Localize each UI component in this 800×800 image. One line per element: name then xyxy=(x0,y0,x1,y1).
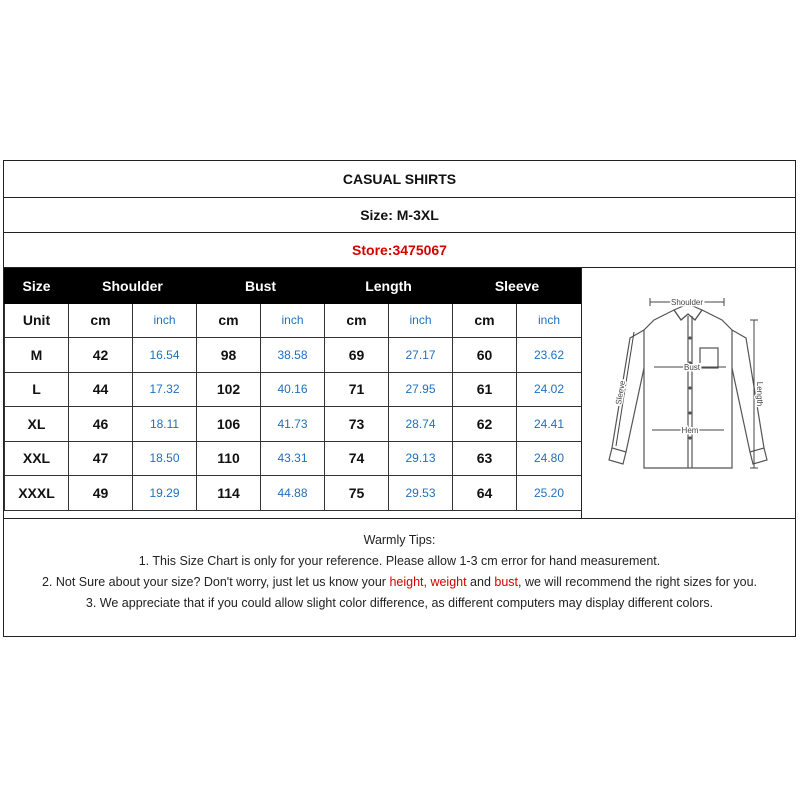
inch-value-cell: 40.16 xyxy=(261,372,325,407)
table-row xyxy=(5,476,582,511)
diagram-shoulder-label: Shoulder xyxy=(670,298,704,307)
shirt-diagram xyxy=(581,268,794,518)
inch-value-cell: 24.41 xyxy=(517,407,582,442)
tip-2-part-b: and xyxy=(466,575,495,589)
unit-row xyxy=(5,303,582,338)
unit-cm: cm xyxy=(325,303,389,338)
table-row xyxy=(5,441,582,476)
inch-value-cell: 19.29 xyxy=(133,476,197,511)
unit-cm: cm xyxy=(69,303,133,338)
inch-value-cell: 38.58 xyxy=(261,338,325,373)
header-bust: Bust xyxy=(197,269,325,304)
cm-value-cell: 74 xyxy=(325,441,389,476)
cm-value-cell: 114 xyxy=(197,476,261,511)
unit-inch: inch xyxy=(389,303,453,338)
tip-2-part-a: 2. Not Sure about your size? Don't worry, just let us know your xyxy=(41,575,390,589)
table-row xyxy=(5,372,582,407)
cm-value-cell: 75 xyxy=(325,476,389,511)
inch-value-cell: 18.11 xyxy=(133,407,197,442)
size-cell: XL xyxy=(5,407,69,442)
unit-inch: inch xyxy=(261,303,325,338)
cm-value-cell: 106 xyxy=(197,407,261,442)
inch-value-cell: 16.54 xyxy=(133,338,197,373)
cm-value-cell: 47 xyxy=(69,441,133,476)
inch-value-cell: 24.80 xyxy=(517,441,582,476)
unit-cm: cm xyxy=(453,303,517,338)
size-cell: XXL xyxy=(5,441,69,476)
cm-value-cell: 60 xyxy=(453,338,517,373)
tip-2-highlight-height-weight: height, weight xyxy=(389,575,467,589)
inch-value-cell: 27.95 xyxy=(389,372,453,407)
size-cell: M xyxy=(5,338,69,373)
inch-value-cell: 24.02 xyxy=(517,372,582,407)
cm-value-cell: 44 xyxy=(69,372,133,407)
tip-2-highlight-bust: bust xyxy=(494,575,519,589)
cm-value-cell: 63 xyxy=(453,441,517,476)
inch-value-cell: 23.62 xyxy=(517,338,582,373)
inch-value-cell: 29.53 xyxy=(389,476,453,511)
header-size: Size xyxy=(5,269,69,304)
chart-title: CASUAL SHIRTS xyxy=(4,161,795,198)
size-cell: XXXL xyxy=(5,476,69,511)
size-cell: L xyxy=(5,372,69,407)
table-header-row xyxy=(5,269,582,304)
table-row xyxy=(5,407,582,442)
cm-value-cell: 42 xyxy=(69,338,133,373)
cm-value-cell: 64 xyxy=(453,476,517,511)
size-table xyxy=(4,268,582,511)
inch-value-cell: 27.17 xyxy=(389,338,453,373)
unit-inch: inch xyxy=(517,303,582,338)
cm-value-cell: 49 xyxy=(69,476,133,511)
diagram-sleeve-label: Sleeve xyxy=(613,379,628,406)
tip-2 xyxy=(4,575,795,589)
inch-value-cell: 18.50 xyxy=(133,441,197,476)
inch-value-cell: 44.88 xyxy=(261,476,325,511)
tips-heading: Warmly Tips: xyxy=(363,533,436,547)
table-row xyxy=(5,338,582,373)
diagram-hem-label: Hem xyxy=(681,426,699,435)
store-id: Store:3475067 xyxy=(4,233,795,268)
inch-value-cell: 25.20 xyxy=(517,476,582,511)
header-sleeve: Sleeve xyxy=(453,269,582,304)
size-range: Size: M-3XL xyxy=(4,198,795,233)
tip-2-part-c: , we will recommend the right sizes for you. xyxy=(518,575,758,589)
cm-value-cell: 46 xyxy=(69,407,133,442)
cm-value-cell: 62 xyxy=(453,407,517,442)
diagram-bust-label: Bust xyxy=(683,363,701,372)
tip-3: 3. We appreciate that if you could allow slight color difference, as different computers may display different colors. xyxy=(85,596,714,610)
inch-value-cell: 17.32 xyxy=(133,372,197,407)
inch-value-cell: 41.73 xyxy=(261,407,325,442)
cm-value-cell: 61 xyxy=(453,372,517,407)
shirt-icon xyxy=(582,268,793,518)
cm-value-cell: 102 xyxy=(197,372,261,407)
cm-value-cell: 73 xyxy=(325,407,389,442)
cm-value-cell: 69 xyxy=(325,338,389,373)
diagram-length-label: Length xyxy=(755,381,764,407)
header-length: Length xyxy=(325,269,453,304)
cm-value-cell: 71 xyxy=(325,372,389,407)
inch-value-cell: 29.13 xyxy=(389,441,453,476)
unit-inch: inch xyxy=(133,303,197,338)
inch-value-cell: 28.74 xyxy=(389,407,453,442)
tip-1: 1. This Size Chart is only for your reference. Please allow 1-3 cm error for hand measurement. xyxy=(138,554,661,568)
unit-label: Unit xyxy=(5,303,69,338)
header-shoulder: Shoulder xyxy=(69,269,197,304)
cm-value-cell: 98 xyxy=(197,338,261,373)
size-chart-frame xyxy=(3,160,796,637)
inch-value-cell: 43.31 xyxy=(261,441,325,476)
cm-value-cell: 110 xyxy=(197,441,261,476)
unit-cm: cm xyxy=(197,303,261,338)
warm-tips xyxy=(4,518,795,635)
